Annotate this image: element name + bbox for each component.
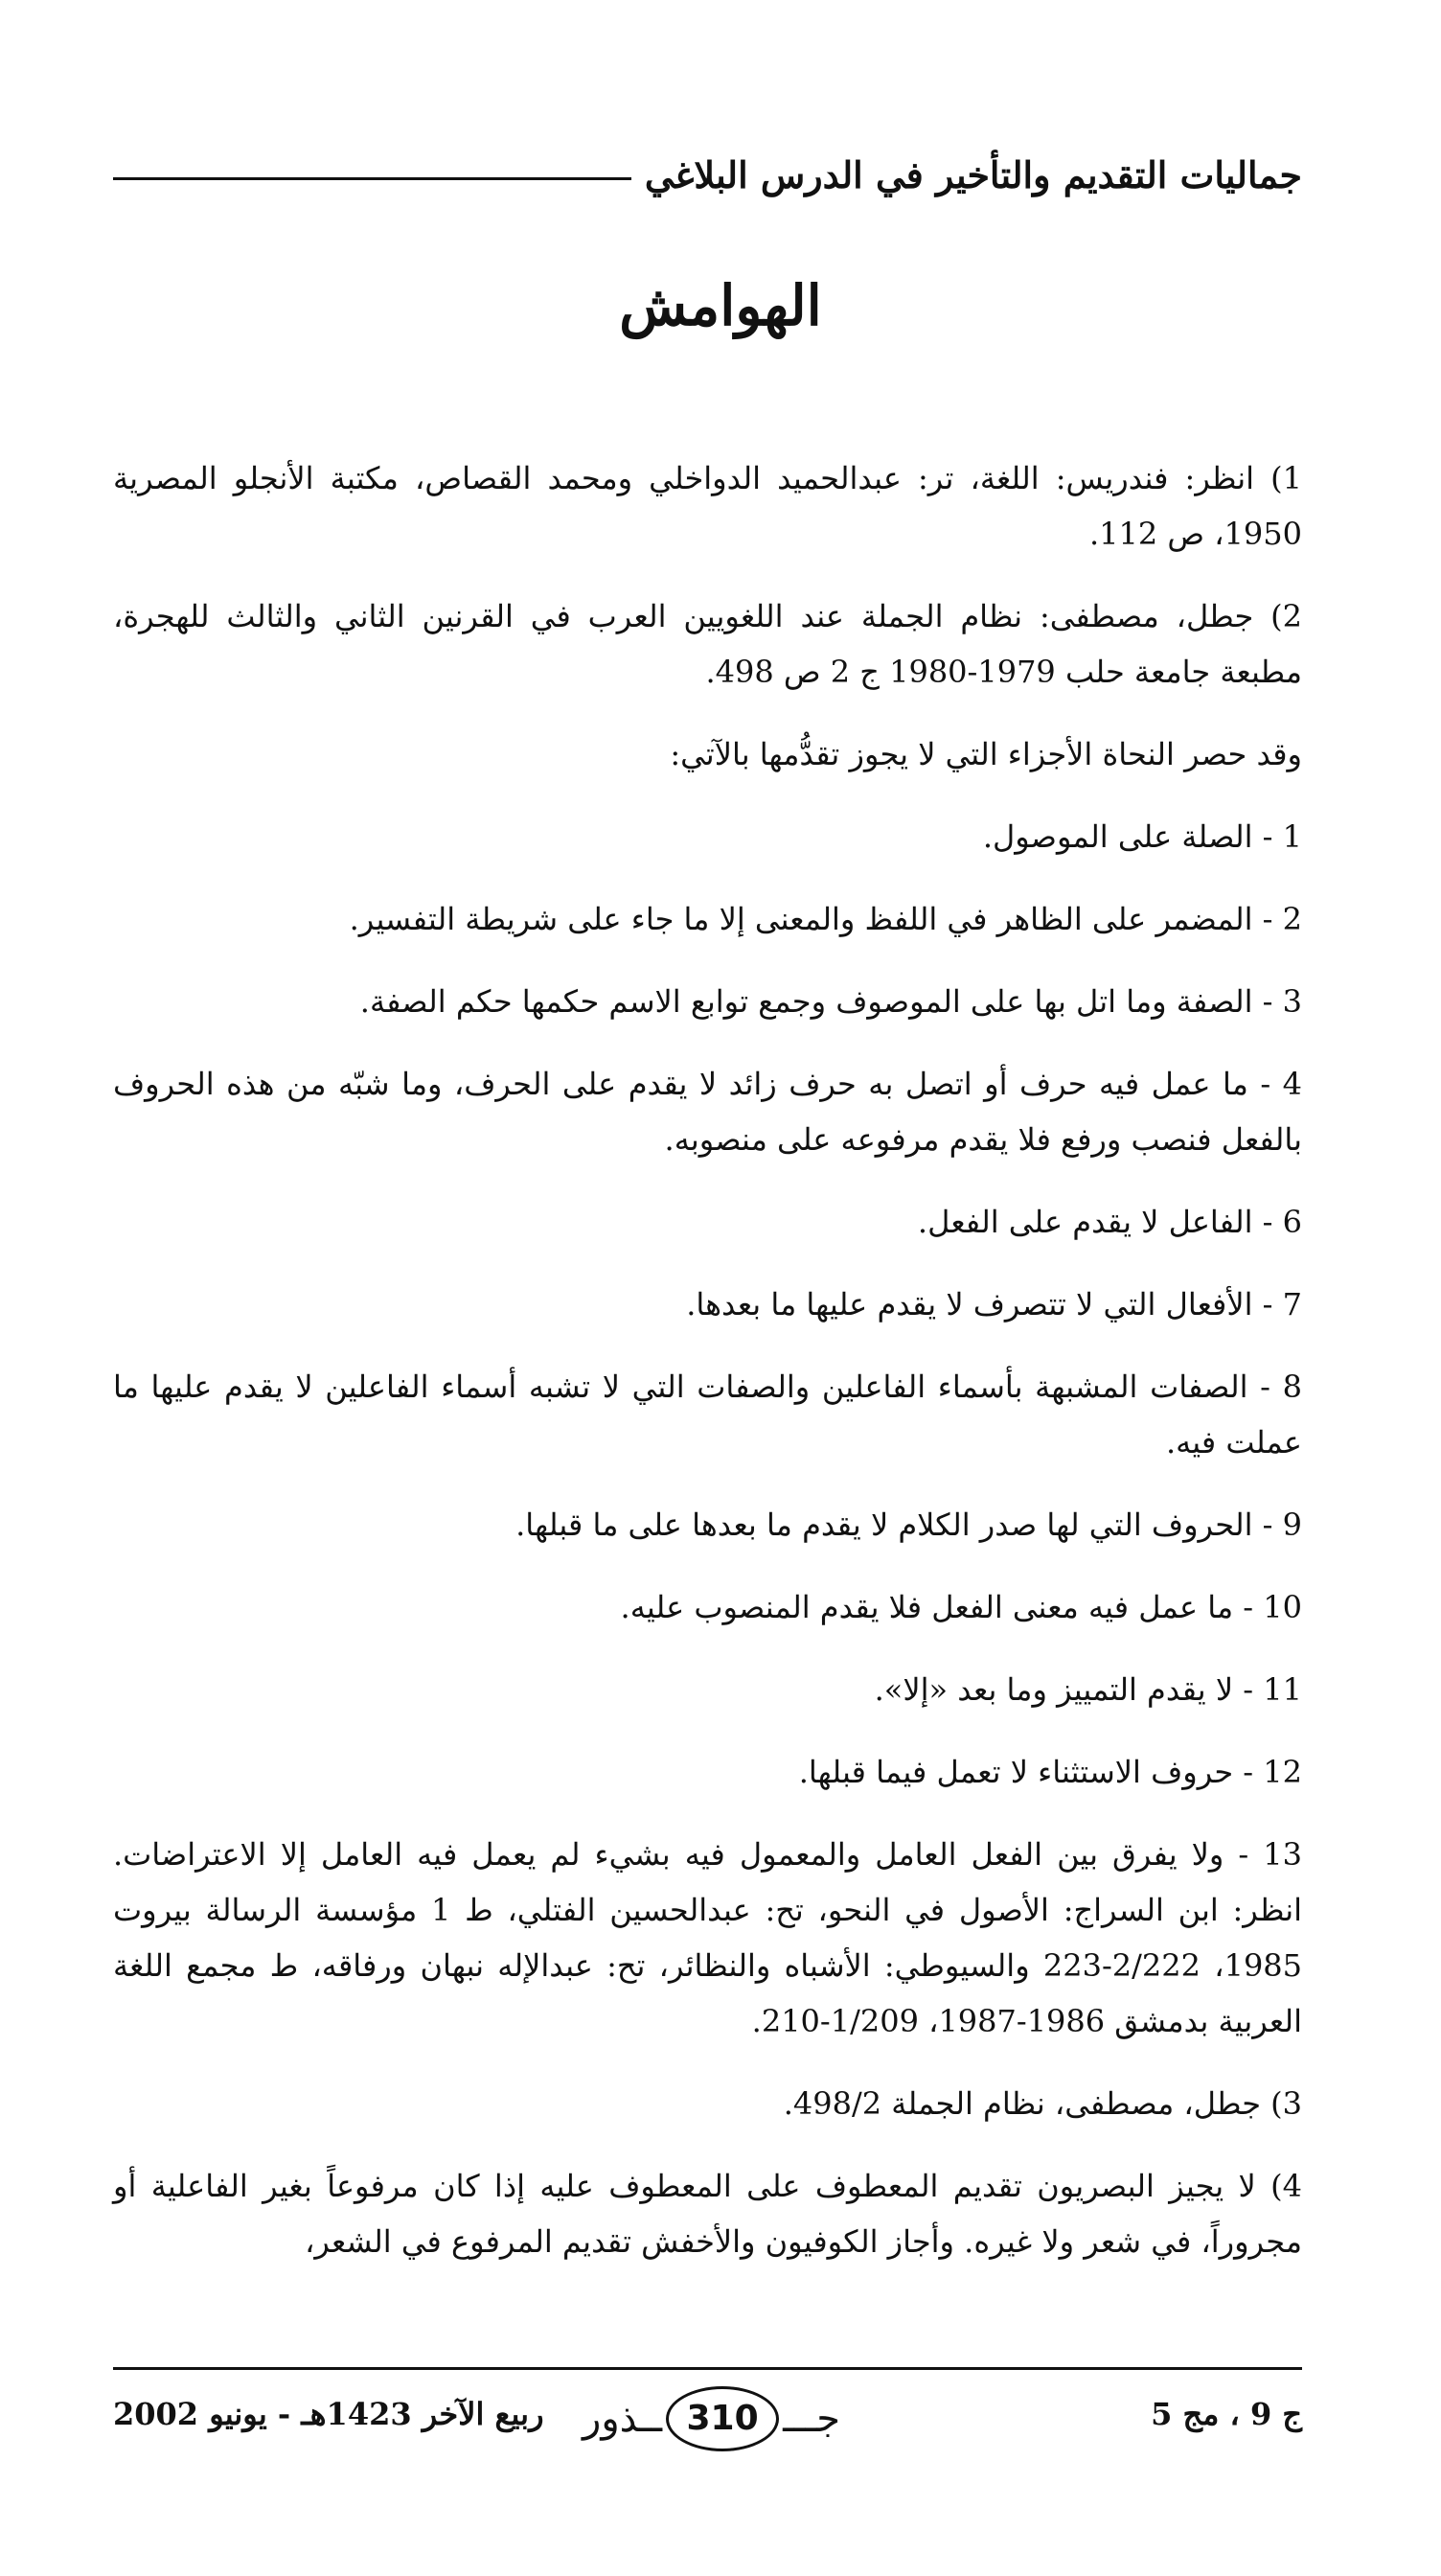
list-item: 8 - الصفات المشبهة بأسماء الفاعلين والصفات التي لا تشبه أسماء الفاعلين لا يقدم عليها ما عملت فيه. xyxy=(113,1368,1302,1460)
list-item: 3 - الصفة وما اتل بها على الموصوف وجمع توابع الاسم حكمها حكم الصفة. xyxy=(359,983,1302,1020)
footer-rule xyxy=(113,2367,1302,2370)
footnote-3: 3) جطل، مصطفى، نظام الجملة 498/2. xyxy=(783,2085,1302,2122)
list-item: 2 - المضمر على الظاهر في اللفظ والمعنى إلا ما جاء على شريطة التفسير. xyxy=(349,901,1302,937)
running-header xyxy=(113,153,1302,196)
list-item: 12 - حروف الاستثناء لا تعمل فيما قبلها. xyxy=(798,1754,1302,1790)
page-footer xyxy=(113,2386,1302,2472)
running-header-title: جماليات التقديم والتأخير في الدرس البلاغي xyxy=(644,153,1302,196)
footnote-1: 1) انظر: فندريس: اللغة، تر: عبدالحميد الدواخلي ومحمد القصاص، مكتبة الأنجلو المصرية 1950، ص 112. xyxy=(113,460,1302,552)
list-item: 10 - ما عمل فيه معنى الفعل فلا يقدم المنصوب عليه. xyxy=(620,1589,1302,1625)
list-item: 11 - لا يقدم التمييز وما بعد «إلا». xyxy=(874,1671,1302,1708)
footer-issue: ج 9 ، مج 5 xyxy=(1151,2396,1302,2432)
footer-date: ربيع الآخر 1423هـ - يونيو 2002 xyxy=(113,2396,544,2432)
list-item: 6 - الفاعل لا يقدم على الفعل. xyxy=(917,1204,1302,1240)
footnotes xyxy=(113,450,1302,2296)
list-item: 1 - الصلة على الموصول. xyxy=(982,818,1302,855)
journal-name xyxy=(583,2386,840,2451)
journal-name-left: ــذور xyxy=(583,2397,663,2441)
page-number: 310 xyxy=(666,2386,779,2451)
footnote-intro: وقد حصر النحاة الأجزاء التي لا يجوز تقدُّمها بالآتي: xyxy=(670,736,1302,772)
list-item: 9 - الحروف التي لها صدر الكلام لا يقدم ما بعدها على ما قبلها. xyxy=(515,1506,1302,1543)
list-item: 13 - ولا يفرق بين الفعل العامل والمعمول فيه بشيء لم يعمل فيه العامل إلا الاعتراضات. انظر: ابن السراج: الأصول في النحو، تح: عبدالحسين الفتلي، ط 1 مؤسسة الرسالة بيروت 1985، 2/222-223 والسيوطي: الأشباه والنظائر، تح: عبدالإله نبهان ورفاقه، ط مجمع اللغة العربية بدمشق 1986-1987، 1/209-210. xyxy=(113,1836,1303,2039)
list-item: 7 - الأفعال التي لا تتصرف لا يقدم عليها ما بعدها. xyxy=(686,1286,1302,1322)
footnote-2: 2) جطل، مصطفى: نظام الجملة عند اللغويين العرب في القرنين الثاني والثالث للهجرة، مطبعة جامعة حلب 1979-1980 ج 2 ص 498. xyxy=(113,598,1302,690)
list-item: 4 - ما عمل فيه حرف أو اتصل به حرف زائد لا يقدم على الحرف، وما شبّه من هذه الحروف بالفعل فنصب ورفع فلا يقدم مرفوعه على منصوبه. xyxy=(113,1066,1303,1158)
header-rule xyxy=(113,177,631,180)
journal-name-right: جـــ xyxy=(783,2397,840,2441)
section-title: الهوامش xyxy=(619,273,822,338)
footnote-4: 4) لا يجيز البصريون تقديم المعطوف على المعطوف عليه إذا كان مرفوعاً بغير الفاعلية أو مجروراً، في شعر ولا غيره. وأجاز الكوفيون والأخفش تقديم المرفوع في الشعر، xyxy=(113,2168,1302,2260)
